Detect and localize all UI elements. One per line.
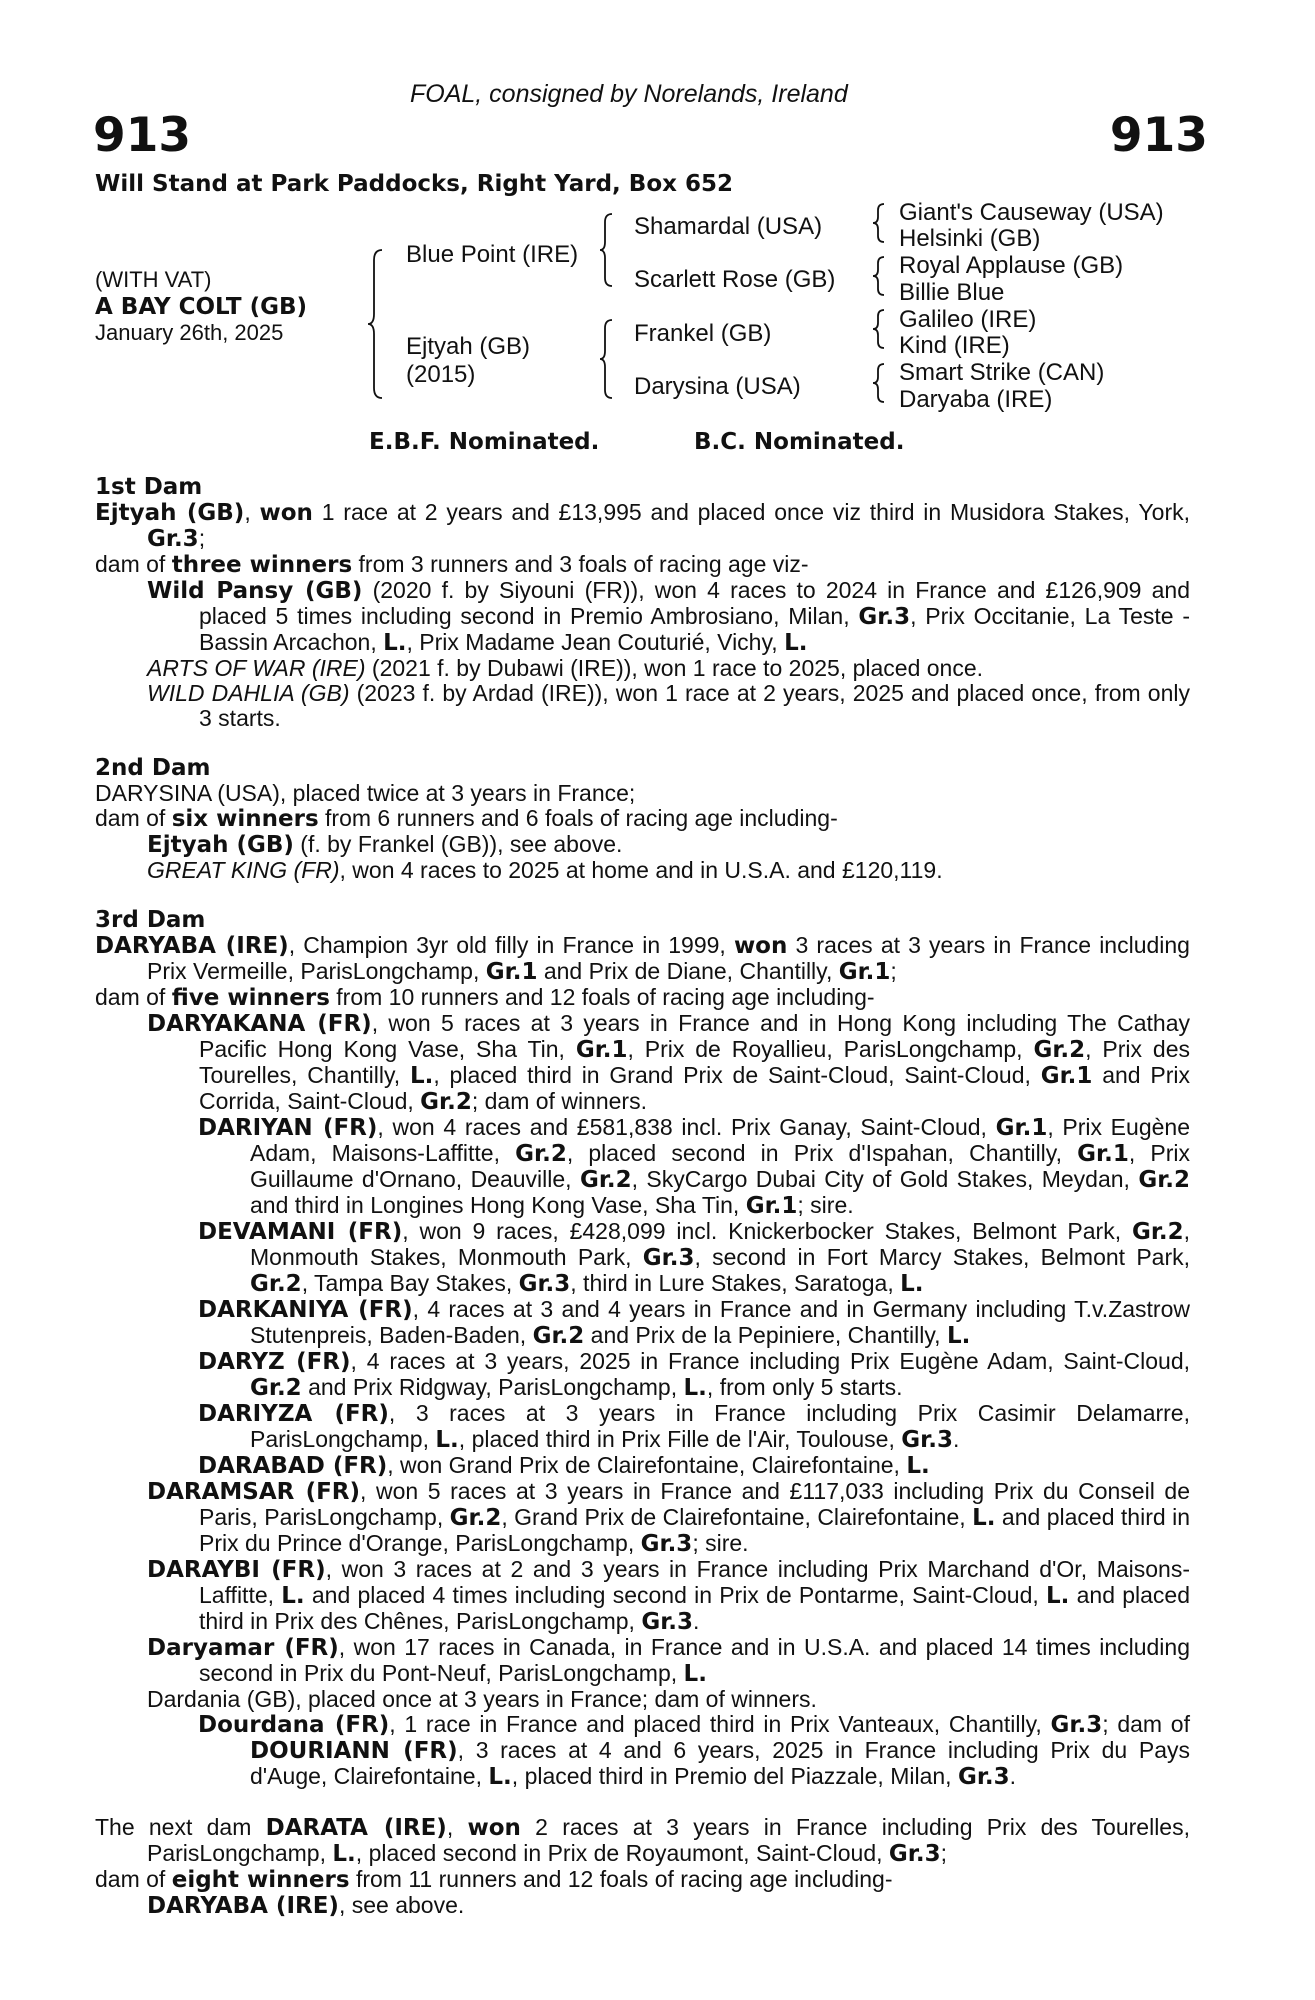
entry-text: (f. by Frankel (GB)), see above. (293, 831, 623, 857)
bold-text: Gr.3 (641, 1609, 694, 1635)
bold-text: Gr.1 (575, 1037, 628, 1063)
section-heading: 1st Dam (95, 474, 203, 500)
italic-text: WILD DAHLIA (GB) (147, 680, 350, 706)
pedigree-sire-dam: Scarlett Rose (GB) (634, 266, 836, 293)
horse-dob: January 26th, 2025 (95, 320, 284, 345)
pedigree-entry (198, 1452, 1190, 1479)
bold-text: won (467, 1815, 521, 1841)
bold-text: six winners (171, 806, 319, 832)
entry-text: , Prix de Royallieu, ParisLongchamp, (627, 1036, 1034, 1062)
pedigree-brace-dd (871, 362, 887, 404)
entry-text: and third in Longines Hong Kong Vase, Sha Tin, (250, 1192, 746, 1218)
bold-text: Ejtyah (GB) (147, 832, 294, 858)
lot-number-left: 913 (93, 108, 192, 163)
pedigree-sdd: Billie Blue (899, 279, 1005, 306)
ebf-nominated: E.B.F. Nominated. (369, 429, 600, 455)
bold-text: DARAMSAR (FR) (147, 1479, 361, 1505)
bold-text: DARIYAN (FR) (198, 1115, 378, 1141)
pedigree-entry (95, 1866, 1190, 1893)
entry-text: ; dam of winners. (471, 1088, 647, 1114)
entry-text: dam of (95, 984, 172, 1010)
dam-section (95, 475, 1190, 731)
entry-text: , won 5 races at 3 years in France and £117,033 including Prix du Conseil de Paris, ParisLongchamp, (199, 1478, 1190, 1530)
pedigree-entry (198, 1711, 1190, 1790)
pedigree-dam-dam: Darysina (USA) (634, 373, 801, 400)
entry-text: , 3 races at 4 and 6 years, 2025 in France including Prix du Pays d'Auge, Clairefontaine, (250, 1737, 1190, 1789)
pedigree-entry (95, 551, 1190, 578)
entry-text: dam of (95, 805, 172, 831)
bold-text: L. (683, 1375, 707, 1401)
pedigree-entry (147, 1634, 1191, 1687)
entry-text: , Prix Eugène Adam, Maisons-Laffitte, (250, 1114, 1190, 1166)
bold-text: Gr.2 (1131, 1219, 1184, 1245)
pedigree-sds: Royal Applause (GB) (899, 252, 1124, 279)
bold-text: Gr.2 (1033, 1037, 1086, 1063)
pedigree-entry (198, 1400, 1190, 1453)
bold-text: L. (409, 1063, 434, 1089)
pedigree-entry (198, 1114, 1191, 1219)
entry-text: , Grand Prix de Clairefontaine, Clairefontaine, (501, 1504, 973, 1530)
bold-text: L. (1045, 1583, 1070, 1609)
dam-section (95, 1815, 1190, 1919)
entry-text: DARYSINA (USA), placed twice at 3 years in France; (95, 780, 636, 806)
entry-text: ; sire. (797, 1192, 854, 1218)
entry-text: , see above. (338, 1892, 465, 1918)
entry-text: , won 4 races to 2025 at home and in U.S.A. and £120,119. (339, 857, 943, 883)
pedigree-entry (95, 780, 1190, 806)
entry-text: , third in Lure Stakes, Saratoga, (570, 1270, 901, 1296)
pedigree-brace-sire (598, 212, 616, 288)
pedigree-ddd: Daryaba (IRE) (899, 386, 1053, 413)
entry-text: dam of (95, 1866, 172, 1892)
bold-text: L. (784, 630, 808, 656)
pedigree-entry (147, 1010, 1191, 1115)
bold-text: Wild Pansy (GB) (147, 578, 363, 604)
bold-text: Gr.2 (449, 1505, 502, 1531)
pedigree-ssd: Helsinki (GB) (899, 225, 1041, 252)
entry-text: , SkyCargo Dubai City of Gold Stakes, Meydan, (631, 1166, 1139, 1192)
pedigree-dsd: Kind (IRE) (899, 332, 1010, 359)
bold-text: DARYABA (IRE) (95, 933, 289, 959)
bold-text: Gr.3 (640, 1531, 693, 1557)
entry-text: , won 5 races at 3 years in France and in Hong Kong including The Cathay Pacific Hong Kong Vase, Sha Tin, (199, 1010, 1190, 1062)
entry-text: , won Grand Prix de Clairefontaine, Clairefontaine, (387, 1452, 907, 1478)
entry-text: from 10 runners and 12 foals of racing age including- (329, 984, 875, 1010)
pedigree-entry (147, 1686, 1190, 1712)
bold-text: won (259, 500, 313, 526)
bold-text: L. (383, 630, 407, 656)
section-heading: 3rd Dam (95, 907, 206, 933)
entry-text: from 6 runners and 6 foals of racing age including- (318, 805, 838, 831)
pedigree-entry (147, 857, 1190, 883)
pedigree-entry (95, 932, 1190, 985)
bold-text: Gr.2 (1138, 1167, 1191, 1193)
entry-text: (2020 f. by Siyouni (FR)), won 4 races to 2024 in France and £126,909 and placed 5 times including second in Premio Ambrosiano, Milan, (199, 577, 1190, 629)
entry-text: , won 9 races, £428,099 incl. Knickerbocker Stakes, Belmont Park, (402, 1218, 1132, 1244)
bold-text: Gr.2 (515, 1141, 567, 1167)
entry-text: and Prix Ridgway, ParisLongchamp, (301, 1374, 684, 1400)
entry-text: , 4 races at 3 years, 2025 in France including Prix Eugène Adam, Saint-Cloud, (350, 1348, 1191, 1374)
pedigree-dam-sire: Frankel (GB) (634, 320, 772, 347)
pedigree-entry (198, 1348, 1191, 1401)
bold-text: Gr.3 (147, 526, 199, 552)
pedigree-dss: Galileo (IRE) (899, 306, 1037, 333)
entry-text: , Monmouth Stakes, Monmouth Park, (250, 1218, 1191, 1270)
entry-text: , placed second in Prix d'Ispahan, Chantilly, (566, 1140, 1078, 1166)
italic-text: ARTS OF WAR (IRE) (147, 655, 366, 681)
bold-text: Gr.1 (1077, 1141, 1129, 1167)
entry-text: from 3 runners and 3 foals of racing age viz- (352, 551, 809, 577)
pedigree-entry (147, 577, 1191, 656)
pedigree-sire-sire: Shamardal (USA) (634, 213, 823, 240)
bold-text: Gr.2 (250, 1375, 302, 1401)
entry-text: dam of (95, 551, 172, 577)
entry-text: ; (198, 525, 206, 551)
pedigree-entry (198, 1218, 1191, 1297)
bold-text: L. (281, 1583, 305, 1609)
bold-text: DARIYZA (FR) (198, 1401, 389, 1427)
lot-number-right: 913 (1109, 108, 1208, 163)
pedigree-brace-ds (871, 308, 887, 350)
italic-text: GREAT KING (FR) (147, 857, 340, 883)
bold-text: Daryamar (FR) (147, 1635, 339, 1661)
bold-text: Gr.3 (901, 1427, 953, 1453)
bold-text: DARKANIYA (FR) (198, 1297, 413, 1323)
bold-text: DEVAMANI (FR) (198, 1219, 403, 1245)
pedigree-brace-dam (598, 318, 616, 400)
entry-text: , placed third in Grand Prix de Saint-Cloud, Saint-Cloud, (433, 1062, 1041, 1088)
bold-text: Dourdana (FR) (198, 1712, 390, 1738)
entry-text: and Prix Corrida, Saint-Cloud, (199, 1062, 1191, 1114)
entry-text: (2021 f. by Dubawi (IRE)), won 1 race to 2025, placed once. (365, 655, 984, 681)
bold-text: L. (946, 1323, 971, 1349)
entry-text: , placed third in Premio del Piazzale, Milan, (511, 1763, 958, 1789)
dam-section (95, 756, 1190, 883)
entry-text: , Prix Occitanie, La Teste - Bassin Arcachon, (199, 603, 1191, 655)
entry-text: , Prix Madame Jean Couturié, Vichy, (406, 629, 785, 655)
entry-text: , (244, 499, 260, 525)
entry-text: , placed second in Prix de Royaumont, Saint-Cloud, (355, 1840, 889, 1866)
dam-section (95, 908, 1190, 1790)
entry-text: and Prix de la Pepiniere, Chantilly, (584, 1322, 947, 1348)
entry-text: , from only 5 starts. (706, 1374, 903, 1400)
pedigree-brace-ss (871, 202, 887, 244)
entry-text: (2023 f. by Ardad (IRE)), won 1 race at 2 years, 2025 and placed once, from only 3 starts. (199, 680, 1190, 731)
bold-text: Gr.1 (1040, 1063, 1093, 1089)
bold-text: L. (972, 1505, 996, 1531)
bold-text: Gr.3 (957, 1764, 1010, 1790)
pedigree-sire: Blue Point (IRE) (406, 241, 579, 268)
bold-text: DOURIANN (FR) (250, 1738, 458, 1764)
pedigree-dds: Smart Strike (CAN) (899, 359, 1105, 386)
pedigree-brace-gen1 (366, 248, 386, 400)
bold-text: five winners (171, 985, 330, 1011)
entry-text: , placed third in Prix Fille de l'Air, Toulouse, (458, 1426, 902, 1452)
bold-text: Gr.1 (995, 1115, 1048, 1141)
entry-text: and placed third in Prix du Prince d'Orange, ParisLongchamp, (199, 1504, 1190, 1556)
pedigree-entry (147, 1556, 1190, 1635)
bold-text: Gr.2 (250, 1271, 302, 1297)
bold-text: eight winners (171, 1867, 350, 1893)
bold-text: DARYAKANA (FR) (147, 1011, 372, 1037)
pedigree-entry (147, 680, 1190, 731)
entry-text: ; sire. (692, 1530, 749, 1556)
entry-text: , Prix des Tourelles, Chantilly, (199, 1036, 1190, 1088)
entry-text: , won 3 races at 2 and 3 years in France including Prix Marchand d'Or, Maisons-Laffitte, (199, 1556, 1190, 1608)
pedigree-dam-year: (2015) (406, 361, 476, 388)
consignor-line: FOAL, consigned by Norelands, Ireland (410, 80, 848, 108)
vat-note: (WITH VAT) (95, 267, 212, 292)
entry-text: , second in Fort Marcy Stakes, Belmont Park, (694, 1244, 1190, 1270)
bold-text: Gr.1 (485, 959, 538, 985)
catalogue-body (95, 475, 1190, 1919)
bold-text: L. (435, 1427, 459, 1453)
entry-text: , Tampa Bay Stakes, (301, 1270, 519, 1296)
bold-text: Gr.2 (420, 1089, 472, 1115)
pedigree-entry (147, 655, 1190, 681)
bold-text: L. (900, 1271, 924, 1297)
entry-text: , 4 races at 3 and 4 years in France and in Germany including T.v.Zastrow Stutenpreis, Baden-Baden, (250, 1296, 1190, 1348)
section-heading: 2nd Dam (95, 755, 211, 781)
bold-text: Gr.1 (838, 959, 891, 985)
bold-text: three winners (171, 552, 353, 578)
pedigree-entry (95, 805, 1190, 832)
bold-text: Gr.3 (888, 1841, 941, 1867)
entry-text: from 11 runners and 12 foals of racing age including- (349, 1866, 893, 1892)
pedigree-dam: Ejtyah (GB) (406, 333, 531, 360)
entry-text: ; (940, 1840, 947, 1866)
bold-text: L. (906, 1453, 930, 1479)
entry-text: , (446, 1814, 468, 1840)
bold-text: Gr.3 (1050, 1712, 1103, 1738)
bc-nominated: B.C. Nominated. (694, 429, 905, 455)
bold-text: won (733, 933, 788, 959)
entry-text: , Prix Guillaume d'Ornano, Deauville, (250, 1140, 1191, 1192)
entry-text: 3 races at 3 years in France including Prix Vermeille, ParisLongchamp, (147, 932, 1190, 984)
bold-text: L. (488, 1764, 512, 1790)
entry-text: The next dam (95, 1814, 266, 1840)
bold-text: Gr.3 (858, 604, 911, 630)
entry-text: . (693, 1608, 700, 1634)
pedigree-entry (95, 499, 1190, 552)
bold-text: DARATA (IRE) (265, 1815, 447, 1841)
entry-text: . (1009, 1763, 1017, 1789)
pedigree-entry (95, 1814, 1190, 1867)
entry-text: ; (890, 958, 897, 984)
bold-text: DARABAD (FR) (198, 1453, 388, 1479)
entry-text: Dardania (GB), placed once at 3 years in France; dam of winners. (147, 1686, 817, 1712)
entry-text: ; dam of (1102, 1711, 1190, 1737)
entry-text: , won 4 races and £581,838 incl. Prix Ganay, Saint-Cloud, (377, 1114, 996, 1140)
stand-location: Will Stand at Park Paddocks, Right Yard, Box 652 (95, 171, 733, 197)
pedigree-entry (147, 1478, 1190, 1557)
bold-text: DARYZ (FR) (198, 1349, 351, 1375)
bold-text: Gr.1 (745, 1193, 798, 1219)
horse-name: A BAY COLT (GB) (95, 294, 308, 320)
entry-text: , 1 race in France and placed third in Prix Vanteaux, Chantilly, (389, 1711, 1051, 1737)
pedigree-entry (198, 1296, 1190, 1349)
bold-text: DARAYBI (FR) (147, 1557, 326, 1583)
entry-text: . (952, 1426, 960, 1452)
bold-text: Gr.2 (579, 1167, 632, 1193)
entry-text: , Champion 3yr old filly in France in 1999, (288, 932, 734, 958)
bold-text: Gr.2 (532, 1323, 585, 1349)
pedigree-sss: Giant's Causeway (USA) (899, 199, 1164, 226)
bold-text: Ejtyah (GB) (95, 500, 245, 526)
bold-text: Gr.3 (642, 1245, 695, 1271)
pedigree-entry (95, 984, 1190, 1011)
pedigree-entry (147, 831, 1190, 858)
bold-text: Gr.3 (518, 1271, 571, 1297)
entry-text: 2 races at 3 years in France including Prix des Tourelles, ParisLongchamp, (147, 1814, 1190, 1866)
entry-text: and Prix de Diane, Chantilly, (537, 958, 839, 984)
entry-text: and placed 4 times including second in Prix de Pontarme, Saint-Cloud, (304, 1582, 1046, 1608)
pedigree-brace-sd (871, 255, 887, 297)
bold-text: L. (683, 1661, 707, 1687)
bold-text: L. (332, 1841, 356, 1867)
bold-text: DARYABA (IRE) (147, 1893, 339, 1919)
entry-text: 1 race at 2 years and £13,995 and placed once viz third in Musidora Stakes, York, (312, 499, 1190, 525)
entry-text: , won 17 races in Canada, in France and in U.S.A. and placed 14 times including second in Prix du Pont-Neuf, ParisLongchamp, (199, 1634, 1191, 1686)
pedigree-entry (147, 1892, 1190, 1919)
entry-text: , 3 races at 3 years in France including Prix Casimir Delamarre, ParisLongchamp, (250, 1400, 1190, 1452)
entry-text: and placed third in Prix des Chênes, ParisLongchamp, (199, 1582, 1190, 1634)
